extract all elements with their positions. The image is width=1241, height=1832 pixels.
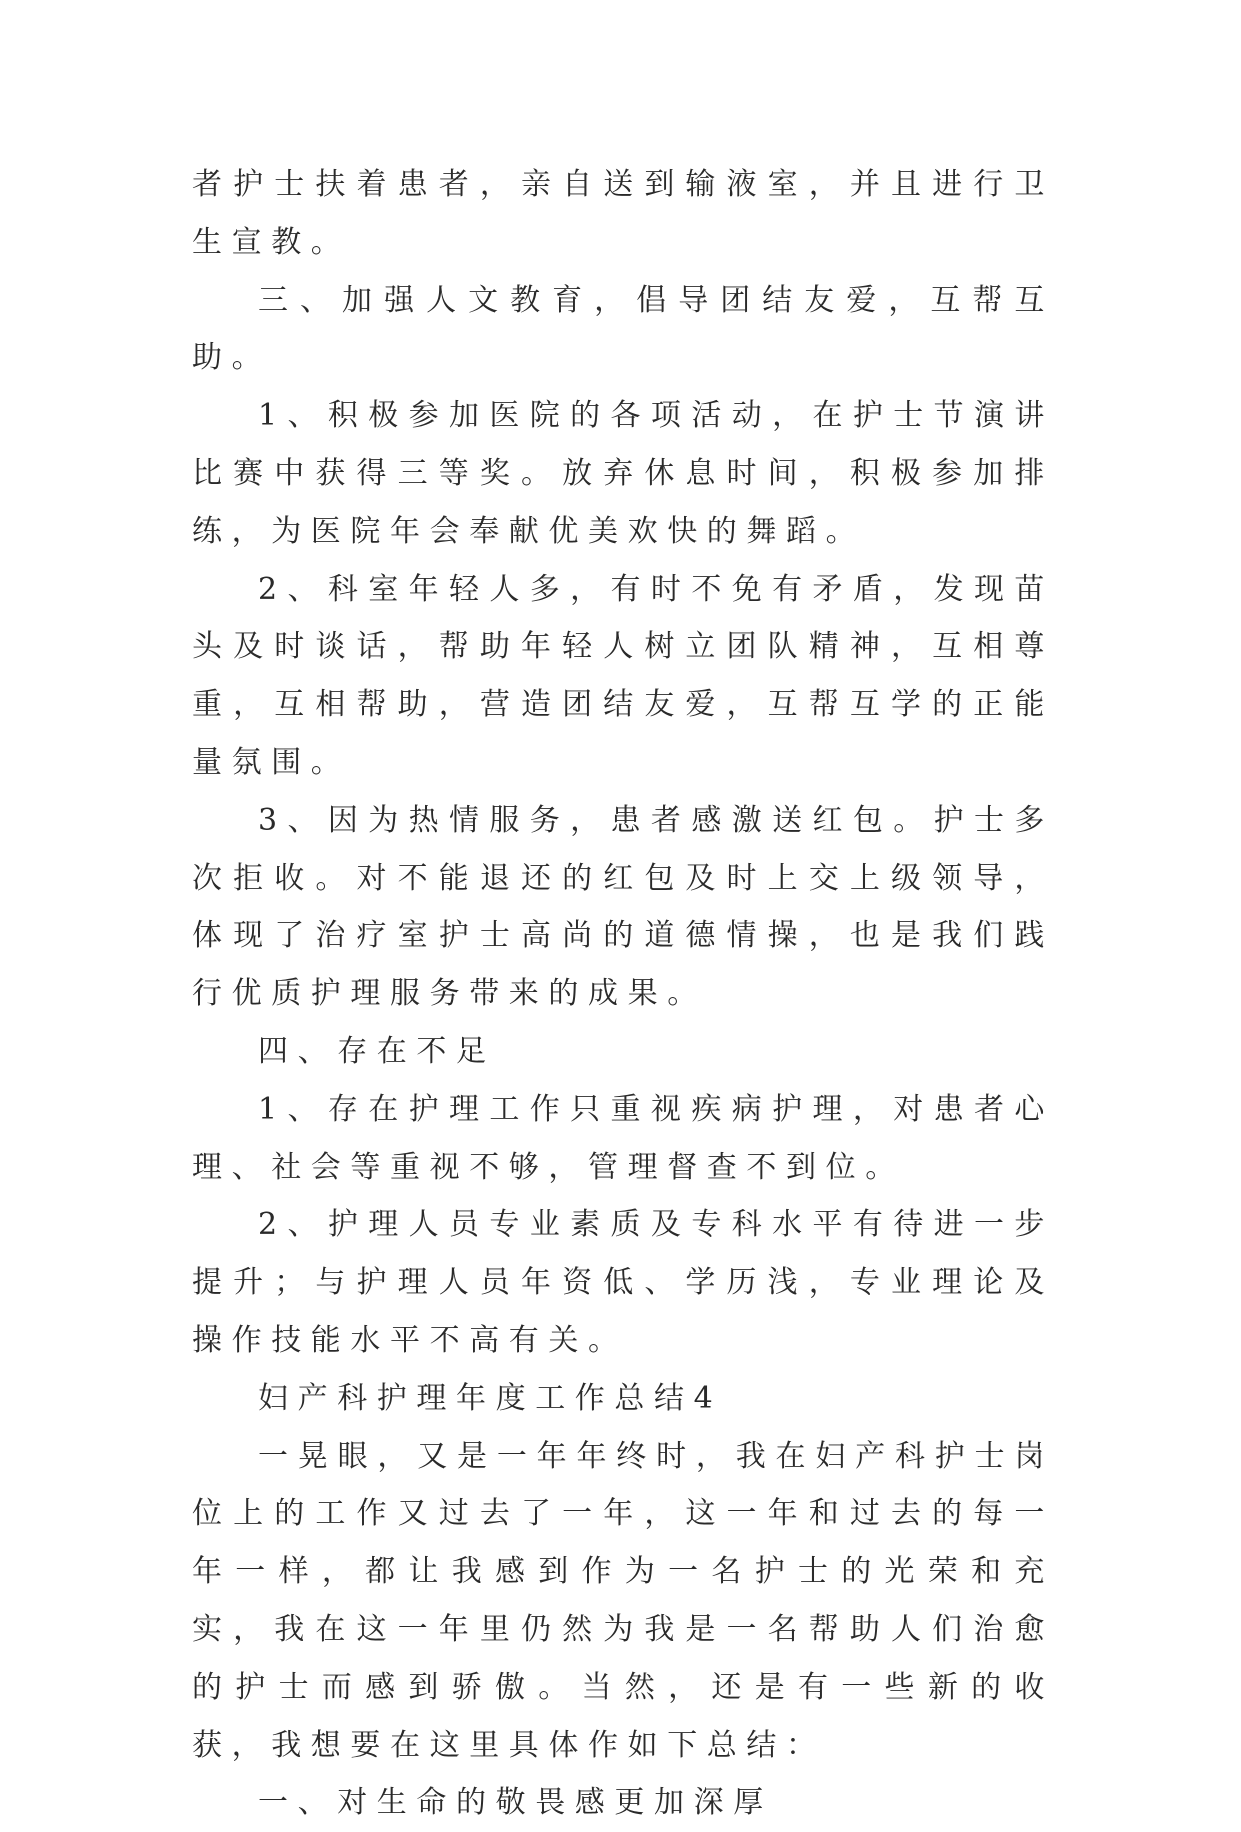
section-heading-4: 四、存在不足 <box>258 1033 496 1069</box>
paragraph-item-3: 3、因为热情服务，患者感激送红包。护士多次拒收。对不能退还的红包及时上交上级领导，体现了治疗室护士高尚的道德情操，也是我们践行优质护理服务带来的成果。 <box>192 802 1054 1012</box>
paragraph-continuation: 者护士扶着患者，亲自送到输液室，并且进行卫生宣教。 <box>192 167 1054 260</box>
section-heading-1: 一、对生命的敬畏感更加深厚 <box>258 1785 773 1821</box>
paragraph-item-1: 1、积极参加医院的各项活动，在护士节演讲比赛中获得三等奖。放弃休息时间，积极参加排练，为医院年会奉献优美欢快的舞蹈。 <box>192 398 1054 549</box>
section-heading-3: 三、加强人文教育，倡导团结友爱，互帮互助。 <box>192 282 1054 376</box>
paragraph-item-2: 2、科室年轻人多，有时不免有矛盾，发现苗头及时谈话，帮助年轻人树立团队精神，互相尊重，互相帮助，营造团结友爱，互帮互学的正能量氛围。 <box>192 571 1054 780</box>
paragraph-shortcoming-2: 2、护理人员专业素质及专科水平有待进一步提升；与护理人员年资低、学历浅，专业理论及操作技能水平不高有关。 <box>192 1207 1054 1358</box>
paragraph-shortcoming-1: 1、存在护理工作只重视疾病护理，对患者心理、社会等重视不够，管理督查不到位。 <box>192 1091 1054 1185</box>
document-body <box>192 156 1054 1832</box>
article-title: 妇产科护理年度工作总结4 <box>258 1380 723 1416</box>
paragraph-intro: 一晃眼，又是一年年终时，我在妇产科护士岗位上的工作又过去了一年，这一年和过去的每一年一样，都让我感到作为一名护士的光荣和充实，我在这一年里仍然为我是一名帮助人们治愈的护士而感到骄傲。当然，还是有一些新的收获，我想要在这里具体作如下总结： <box>192 1438 1054 1763</box>
